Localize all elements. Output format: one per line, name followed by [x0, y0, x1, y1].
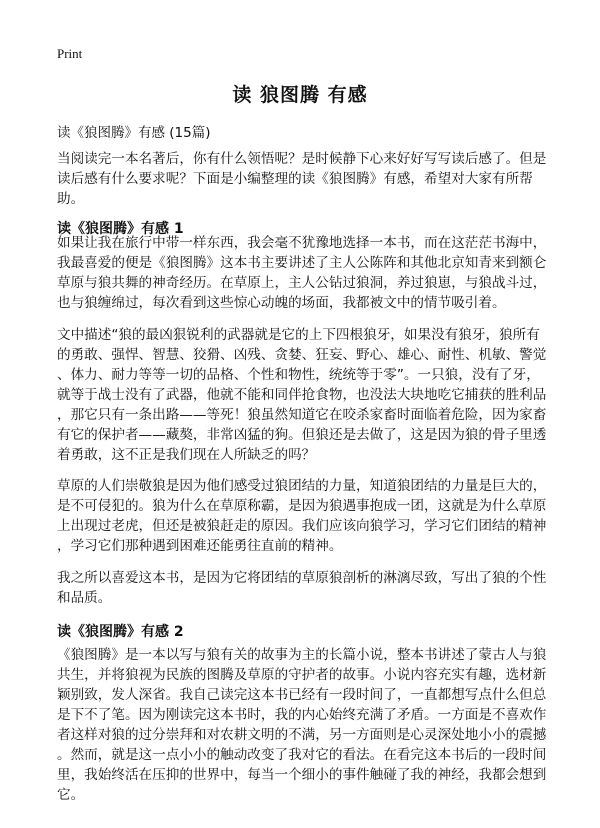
paragraph: [57, 645, 552, 805]
section-heading-1: 读《狼图腾》有感 1: [57, 221, 184, 237]
text-line: 和品质。: [57, 590, 112, 606]
paragraph: [57, 325, 552, 465]
text-line: ，那它只有一条出路——等死！狼虽然知道它在咬杀家畜时面临着危险，因为家畜: [57, 407, 547, 423]
text-line: 草原与狼共舞的神奇经历。在草原上，主人公钻过狼洞，养过狼崽，与狼战斗过，: [57, 275, 547, 291]
print-link[interactable]: Print: [57, 46, 83, 61]
text-line: 读后感有什么要求呢？下面是小编整理的读《狼图腾》有感，希望对大家有所帮: [57, 171, 533, 187]
text-line: 、体力、耐力等等一切的品格、个性和物性，统统等于零”。一只狼，没有了牙，: [57, 367, 540, 383]
text-line: 助。: [57, 191, 85, 207]
text-line: 如果让我在旅行中带一样东西，我会毫不犹豫地选择一本书，而在这茫茫书海中，: [57, 235, 547, 251]
text-line: 着勇敢，这不正是我们现在人所缺乏的吗？: [57, 447, 316, 463]
text-line: 上出现过老虎，但还是被狼赶走的原因。我们应该向狼学习，学习它们团结的精神: [57, 518, 547, 534]
section-heading-2: 读《狼图腾》有感 2: [57, 624, 184, 640]
paragraph: [57, 233, 552, 313]
text-line: 者这样对狼的过分崇拜和对农耕文明的不满，另一方面则是心灵深处地小小的震撼: [57, 727, 547, 743]
text-line: 。然而，就是这一点小小的触动改变了我对它的看法。在看完这本书后的一段时间: [57, 747, 547, 763]
text-line: 当阅读完一本名著后，你有什么领悟呢？是时候静下心来好好写写读后感了。但是: [57, 151, 547, 167]
text-line: 颖别致，发人深省。我自己读完这本书已经有一段时间了，一直都想写点什么但总: [57, 687, 547, 703]
text-line: 就等于战士没有了武器，他就不能和同伴抢食物，也没法大块地吃它捕获的胜利品: [57, 387, 547, 403]
text-line: 共生，并将狼视为民族的图腾及草原的守护者的故事。小说内容充实有趣，选材新: [57, 667, 547, 683]
text-line: 我最喜爱的便是《狼图腾》这本书主要讲述了主人公陈阵和其他北京知青来到额仑: [57, 255, 547, 271]
text-line: 也与狼缠绵过，每次看到这些惊心动魄的场面，我都被文中的情节吸引着。: [57, 295, 506, 311]
text-line: 是不可侵犯的。狼为什么在草原称霸，是因为狼遇事抱成一团，这就是为什么草原: [57, 498, 547, 514]
text-line: 的勇敢、强悍、智慧、狡猾、凶残、贪婪、狂妄、野心、雄心、耐性、机敏、警觉: [57, 347, 547, 363]
text-line: 是下不了笔。因为刚读完这本书时，我的内心始终充满了矛盾。一方面是不喜欢作: [57, 707, 547, 723]
text-line: 文中描述“狼的最凶狠锐利的武器就是它的上下四根狼牙，如果没有狼牙，狼所有: [57, 327, 540, 343]
text-line: ，学习它们那种遇到困难还能勇往直前的精神。: [57, 538, 343, 554]
text-line: 草原的人们崇敬狼是因为他们感受过狼团结的力量，知道狼团结的力量是巨大的，: [57, 478, 547, 494]
text-line: 我之所以喜爱这本书，是因为它将团结的草原狼剖析的淋漓尽致，写出了狼的个性: [57, 570, 547, 586]
subtitle: 读《狼图腾》有感 (15篇): [57, 125, 211, 141]
paragraph: [57, 568, 552, 608]
paragraph: [57, 476, 552, 556]
text-line: 里，我始终活在压抑的世界中，每当一个细小的事件触碰了我的神经，我都会想到: [57, 767, 547, 783]
text-line: 《狼图腾》是一本以写与狼有关的故事为主的长篇小说，整本书讲述了蒙古人与狼: [57, 647, 547, 663]
intro-paragraph: [57, 149, 552, 209]
page-title: 读 狼图腾 有感: [232, 84, 368, 106]
text-line: 有它的保护者——藏獒，非常凶猛的狗。但狼还是去做了，这是因为狼的骨子里透: [57, 427, 547, 443]
text-line: 它。: [57, 787, 85, 803]
